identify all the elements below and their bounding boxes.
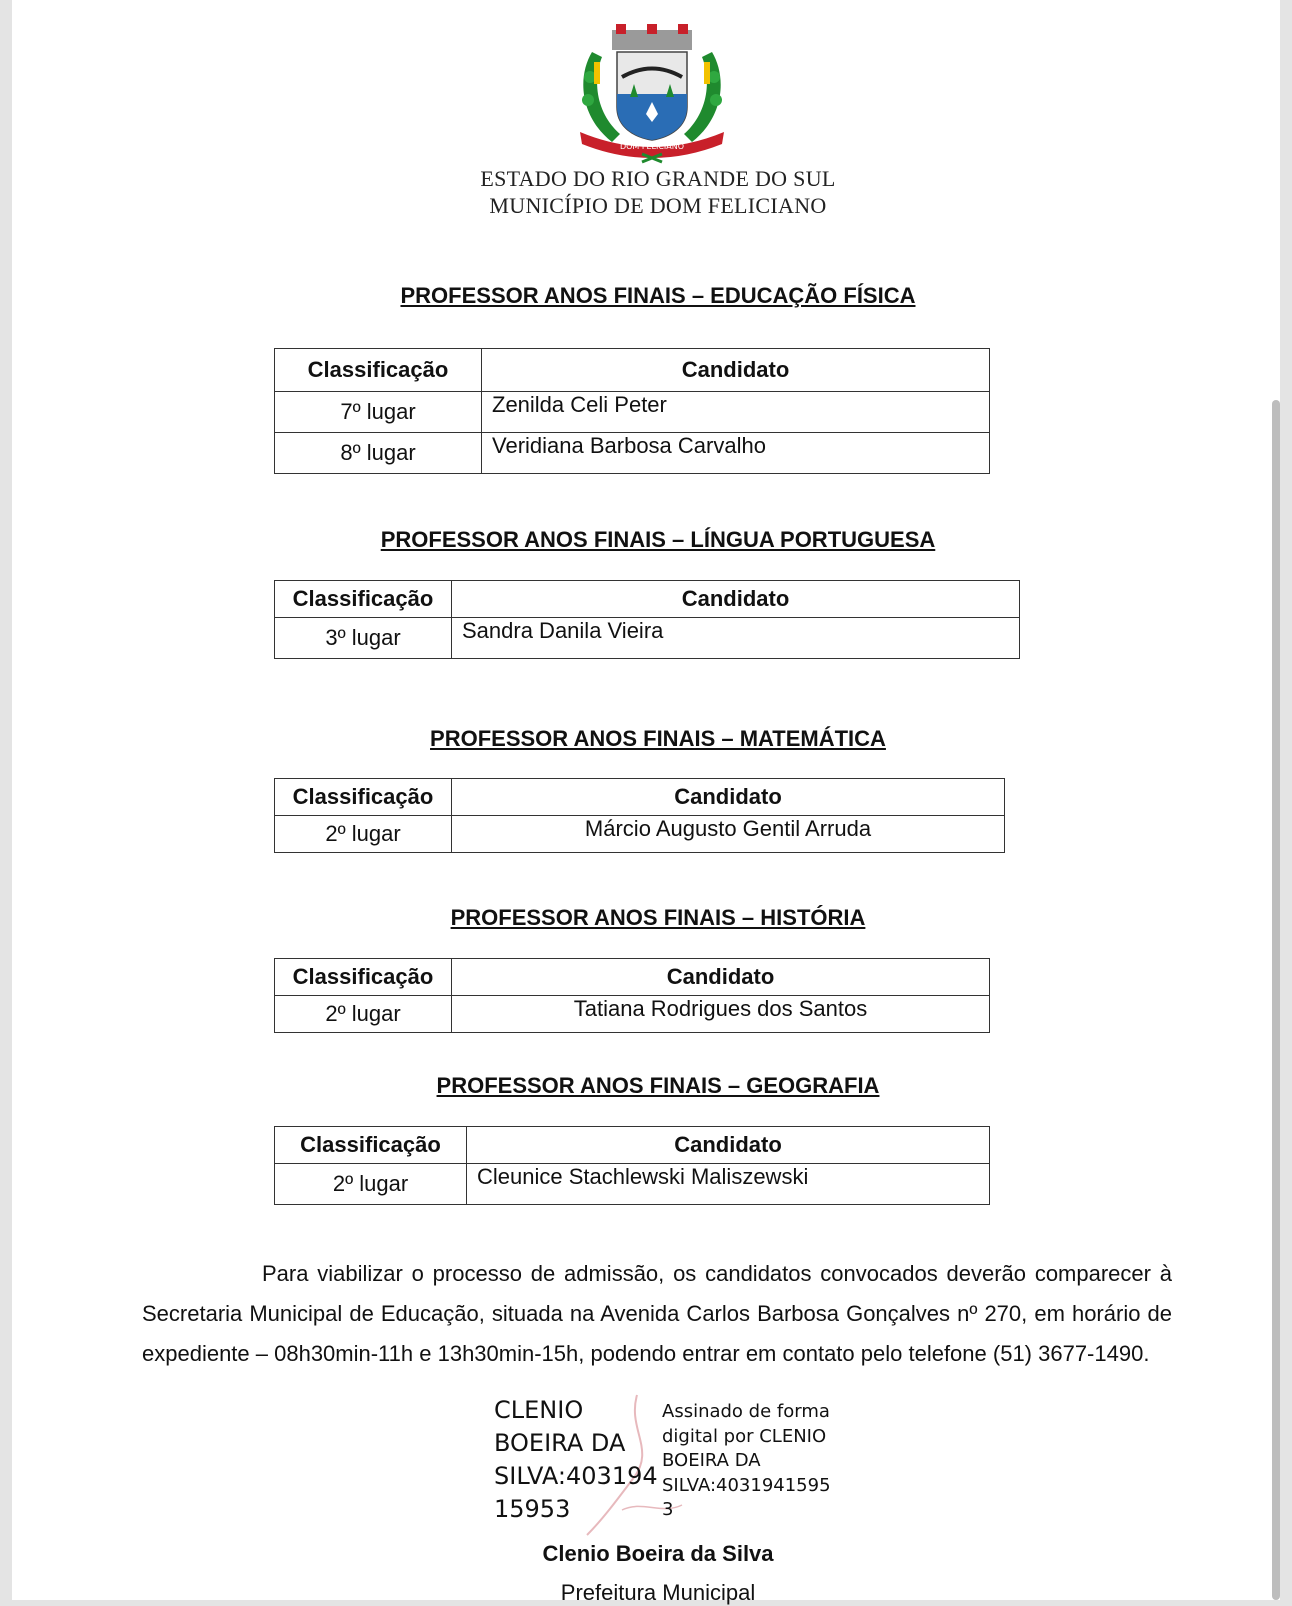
rank-cell: 2º lugar <box>275 1164 467 1205</box>
candidate-cell: Veridiana Barbosa Carvalho <box>482 433 990 474</box>
crest-ribbon-text: DOM FELICIANO <box>619 142 685 151</box>
section-title-historia: PROFESSOR ANOS FINAIS – HISTÓRIA <box>450 905 866 930</box>
column-header-classificacao: Classificação <box>275 779 452 816</box>
signature-line: BOEIRA DA <box>494 1429 626 1457</box>
candidate-cell: Tatiana Rodrigues dos Santos <box>452 996 990 1033</box>
candidate-cell: Zenilda Celi Peter <box>482 392 990 433</box>
table-historia <box>274 958 990 1033</box>
table-geografia <box>274 1126 990 1205</box>
signer-role: Prefeitura Municipal <box>560 1580 756 1605</box>
signature-note-line: SILVA:4031941595 <box>662 1474 831 1496</box>
column-header-classificacao: Classificação <box>275 349 482 392</box>
table-row <box>275 433 990 474</box>
table-row <box>275 618 1020 659</box>
table-row <box>275 816 1005 853</box>
column-header-classificacao: Classificação <box>275 959 452 996</box>
column-header-candidato: Candidato <box>482 349 990 392</box>
digital-signature-note-block <box>662 1400 831 1523</box>
table-matematica <box>274 778 1005 853</box>
signature-line: 15953 <box>494 1495 571 1523</box>
section-title-geografia: PROFESSOR ANOS FINAIS – GEOGRAFIA <box>436 1073 880 1098</box>
rank-cell: 2º lugar <box>275 996 452 1033</box>
digital-signature-name-block <box>494 1394 658 1526</box>
admission-instructions <box>142 1254 1172 1374</box>
candidate-cell: Sandra Danila Vieira <box>452 618 1020 659</box>
vertical-scrollbar[interactable] <box>1272 400 1280 1600</box>
column-header-candidato: Candidato <box>467 1127 990 1164</box>
table-row <box>275 996 990 1033</box>
rank-cell: 7º lugar <box>275 392 482 433</box>
signature-note-line: BOEIRA DA <box>662 1450 761 1471</box>
signature-note-line: Assinado de forma <box>662 1401 830 1422</box>
candidate-cell: Cleunice Stachlewski Maliszewski <box>467 1164 990 1205</box>
table-row <box>275 392 990 433</box>
municipal-crest-icon <box>572 22 732 164</box>
municipality-heading: MUNICÍPIO DE DOM FELICIANO <box>489 193 827 218</box>
rank-cell: 3º lugar <box>275 618 452 659</box>
signature-note-line: digital por CLENIO <box>662 1425 827 1447</box>
state-heading: ESTADO DO RIO GRANDE DO SUL <box>480 166 836 191</box>
signature-line: CLENIO <box>494 1396 584 1424</box>
section-title-lingua-portuguesa: PROFESSOR ANOS FINAIS – LÍNGUA PORTUGUESA <box>380 527 936 552</box>
table-row <box>275 1164 990 1205</box>
table-educacao-fisica <box>274 348 990 474</box>
admission-instructions-text: Para viabilizar o processo de admissão, os candidatos convocados deverão comparecer à Secretaria Municipal de Educação, situada na Avenida Carlos Barbosa Gonçalves nº 270, em horário de expediente – 08h30min-11h e 13h30min-15h, podendo entrar em contato pelo telefone (51) 3677-1490. <box>142 1261 1172 1366</box>
candidate-cell: Márcio Augusto Gentil Arruda <box>452 816 1005 853</box>
rank-cell: 8º lugar <box>275 433 482 474</box>
column-header-classificacao: Classificação <box>275 581 452 618</box>
table-lingua-portuguesa <box>274 580 1020 659</box>
section-title-educacao-fisica: PROFESSOR ANOS FINAIS – EDUCAÇÃO FÍSICA <box>400 283 916 308</box>
signer-name: Clenio Boeira da Silva <box>542 1541 774 1566</box>
column-header-candidato: Candidato <box>452 959 990 996</box>
document-page <box>12 0 1280 1605</box>
section-title-matematica: PROFESSOR ANOS FINAIS – MATEMÁTICA <box>430 726 886 751</box>
signature-line: SILVA:403194 <box>494 1462 658 1490</box>
column-header-candidato: Candidato <box>452 779 1005 816</box>
rank-cell: 2º lugar <box>275 816 452 853</box>
column-header-classificacao: Classificação <box>275 1127 467 1164</box>
column-header-candidato: Candidato <box>452 581 1020 618</box>
signature-note-line: 3 <box>662 1499 674 1520</box>
